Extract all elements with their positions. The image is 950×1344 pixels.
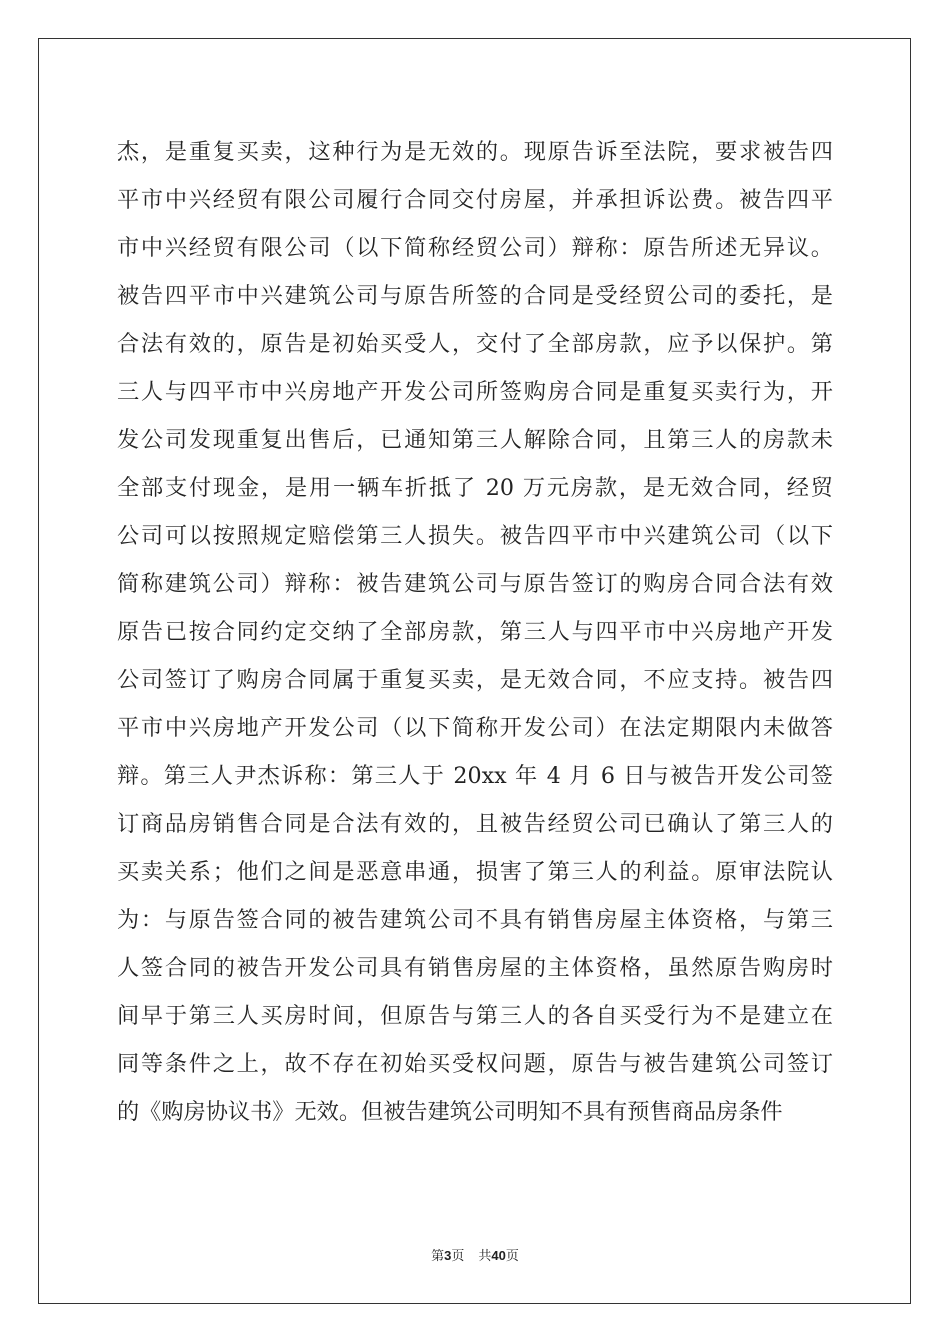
text-line-20: 同等条件之上，故不存在初始买受权问题，原告与被告建筑公司签订	[117, 1051, 833, 1077]
text-line-21: 的《购房协议书》无效。但被告建筑公司明知不具有预售商品房条件	[117, 1099, 783, 1125]
text-line-19: 间早于第三人买房时间，但原告与第三人的各自买受行为不是建立在	[117, 1003, 833, 1029]
page-footer	[0, 1245, 950, 1264]
text-line-3: 市中兴经贸有限公司（以下简称经贸公司）辩称：原告所述无异议。	[117, 235, 833, 261]
text-line-16: 买卖关系；他们之间是恶意串通，损害了第三人的利益。原审法院认	[117, 859, 833, 885]
page-suffix: 页	[451, 1249, 465, 1264]
total-page-count: 40	[491, 1248, 506, 1263]
text-line-2: 平市中兴经贸有限公司履行合同交付房屋，并承担诉讼费。被告四平	[117, 187, 833, 213]
total-prefix: 共	[478, 1249, 492, 1264]
total-suffix: 页	[505, 1249, 519, 1264]
text-line-1: 杰，是重复买卖，这种行为是无效的。现原告诉至法院，要求被告四	[117, 139, 833, 165]
text-line-5: 合法有效的，原告是初始买受人，交付了全部房款，应予以保护。第	[117, 331, 833, 357]
current-page-number: 3	[444, 1248, 452, 1263]
text-line-6: 三人与四平市中兴房地产开发公司所签购房合同是重复买卖行为，开	[117, 379, 833, 405]
document-body	[117, 128, 833, 1136]
text-line-9: 公司可以按照规定赔偿第三人损失。被告四平市中兴建筑公司（以下	[117, 523, 833, 549]
text-line-12: 公司签订了购房合同属于重复买卖，是无效合同，不应支持。被告四	[117, 667, 833, 693]
text-line-11: 原告已按合同约定交纳了全部房款，第三人与四平市中兴房地产开发	[117, 619, 833, 645]
text-line-15: 订商品房销售合同是合法有效的，且被告经贸公司已确认了第三人的	[117, 811, 833, 837]
text-line-13: 平市中兴房地产开发公司（以下简称开发公司）在法定期限内未做答	[117, 715, 833, 741]
text-line-4: 被告四平市中兴建筑公司与原告所签的合同是受经贸公司的委托，是	[117, 283, 833, 309]
text-line-17: 为：与原告签合同的被告建筑公司不具有销售房屋主体资格，与第三	[117, 907, 833, 933]
text-line-7: 发公司发现重复出售后，已通知第三人解除合同，且第三人的房款未	[117, 427, 833, 453]
page-prefix: 第	[431, 1249, 445, 1264]
text-line-10: 简称建筑公司）辩称：被告建筑公司与原告签订的购房合同合法有效	[117, 571, 833, 597]
text-line-14: 辩。第三人尹杰诉称：第三人于 20xx 年 4 月 6 日与被告开发公司签	[117, 763, 833, 789]
text-line-18: 人签合同的被告开发公司具有销售房屋的主体资格，虽然原告购房时	[117, 955, 833, 981]
text-line-8: 全部支付现金，是用一辆车折抵了 20 万元房款，是无效合同，经贸	[117, 475, 833, 501]
